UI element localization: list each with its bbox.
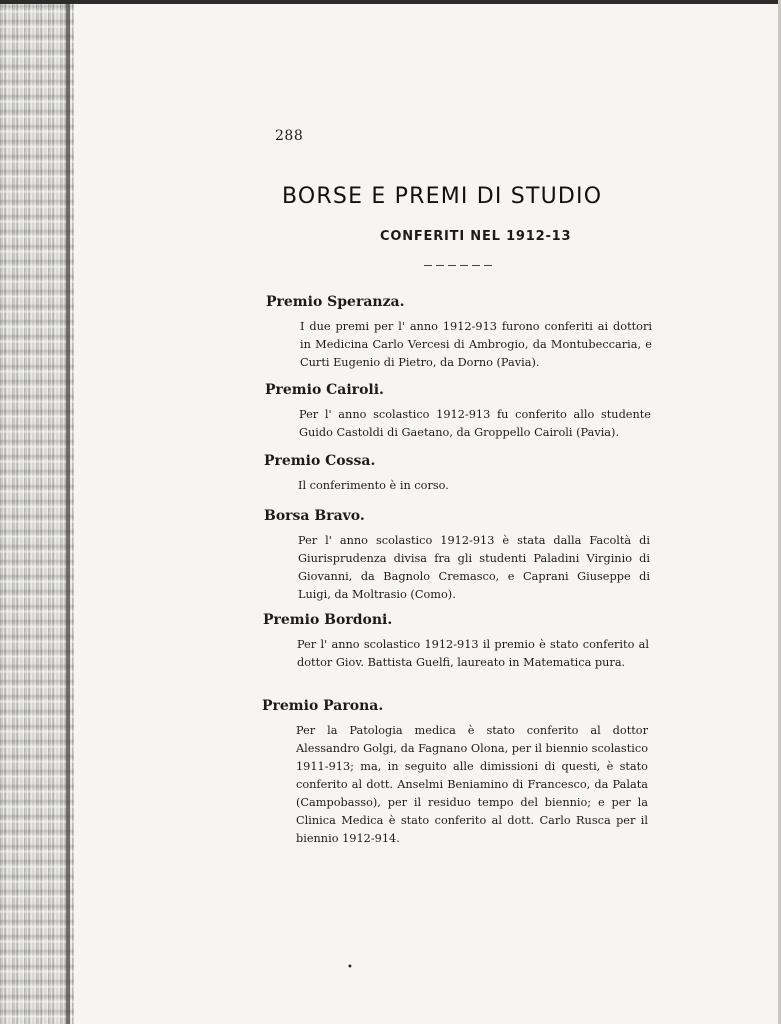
section-heading: Premio Cairoli. bbox=[265, 382, 384, 398]
section-text: Per l' anno scolastico 1912-913 il premio è stato conferito al dottor Giov. Battista Guelfi, laureato in Matematica pura. bbox=[297, 638, 649, 669]
section-premio-cairoli bbox=[265, 382, 665, 442]
section-heading: Premio Bordoni. bbox=[263, 612, 393, 628]
scan-binding-speckle bbox=[0, 0, 74, 1024]
section-premio-parona bbox=[262, 698, 662, 848]
title-divider bbox=[424, 265, 494, 266]
page-number: 288 bbox=[275, 128, 304, 144]
page-subtitle: CONFERITI NEL 1912-13 bbox=[380, 229, 572, 244]
scan-top-edge bbox=[0, 0, 781, 4]
section-heading: Premio Speranza. bbox=[266, 294, 405, 310]
section-heading: Premio Parona. bbox=[262, 698, 384, 714]
section-text: I due premi per l' anno 1912-913 furono conferiti ai dottori in Medicina Carlo Vercesi di Ambrogio, da Montubeccaria, e Curti Eugenio di Pietro, da Dorno (Pavia). bbox=[300, 320, 652, 369]
section-premio-cossa bbox=[264, 453, 664, 495]
section-heading: Premio Cossa. bbox=[264, 453, 376, 469]
section-premio-bordoni bbox=[263, 612, 663, 672]
section-premio-speranza bbox=[266, 294, 666, 372]
section-heading: Borsa Bravo. bbox=[264, 508, 365, 524]
page-title: BORSE E PREMI DI STUDIO bbox=[282, 184, 603, 209]
section-text: Il conferimento è in corso. bbox=[298, 479, 449, 492]
section-text: Per l' anno scolastico 1912-913 è stata dalla Facoltà di Giurisprudenza divisa fra gli studenti Paladini Virginio di Giovanni, da Bagnolo Cremasco, e Caprani Giuseppe di Luigi, da Moltrasio (Como). bbox=[298, 534, 650, 601]
section-text: Per l' anno scolastico 1912-913 fu conferito allo studente Guido Castoldi di Gaetano, da Groppello Cairoli (Pavia). bbox=[299, 408, 651, 439]
section-text: Per la Patologia medica è stato conferito al dottor Alessandro Golgi, da Fagnano Olona, per il biennio scolastico 1911-913; ma, in seguito alle dimissioni di questi, è stato conferito al dott. Anselmi Beniamino di Francesco, da Palata (Campobasso), per il residuo tempo del biennio; e per la Clinica Medica è stato conferito al dott. Carlo Rusca per il biennio 1912-914. bbox=[296, 724, 648, 845]
section-borsa-bravo bbox=[264, 508, 664, 604]
scan-binding-line bbox=[66, 0, 70, 1024]
footer-mark: • bbox=[347, 962, 353, 973]
